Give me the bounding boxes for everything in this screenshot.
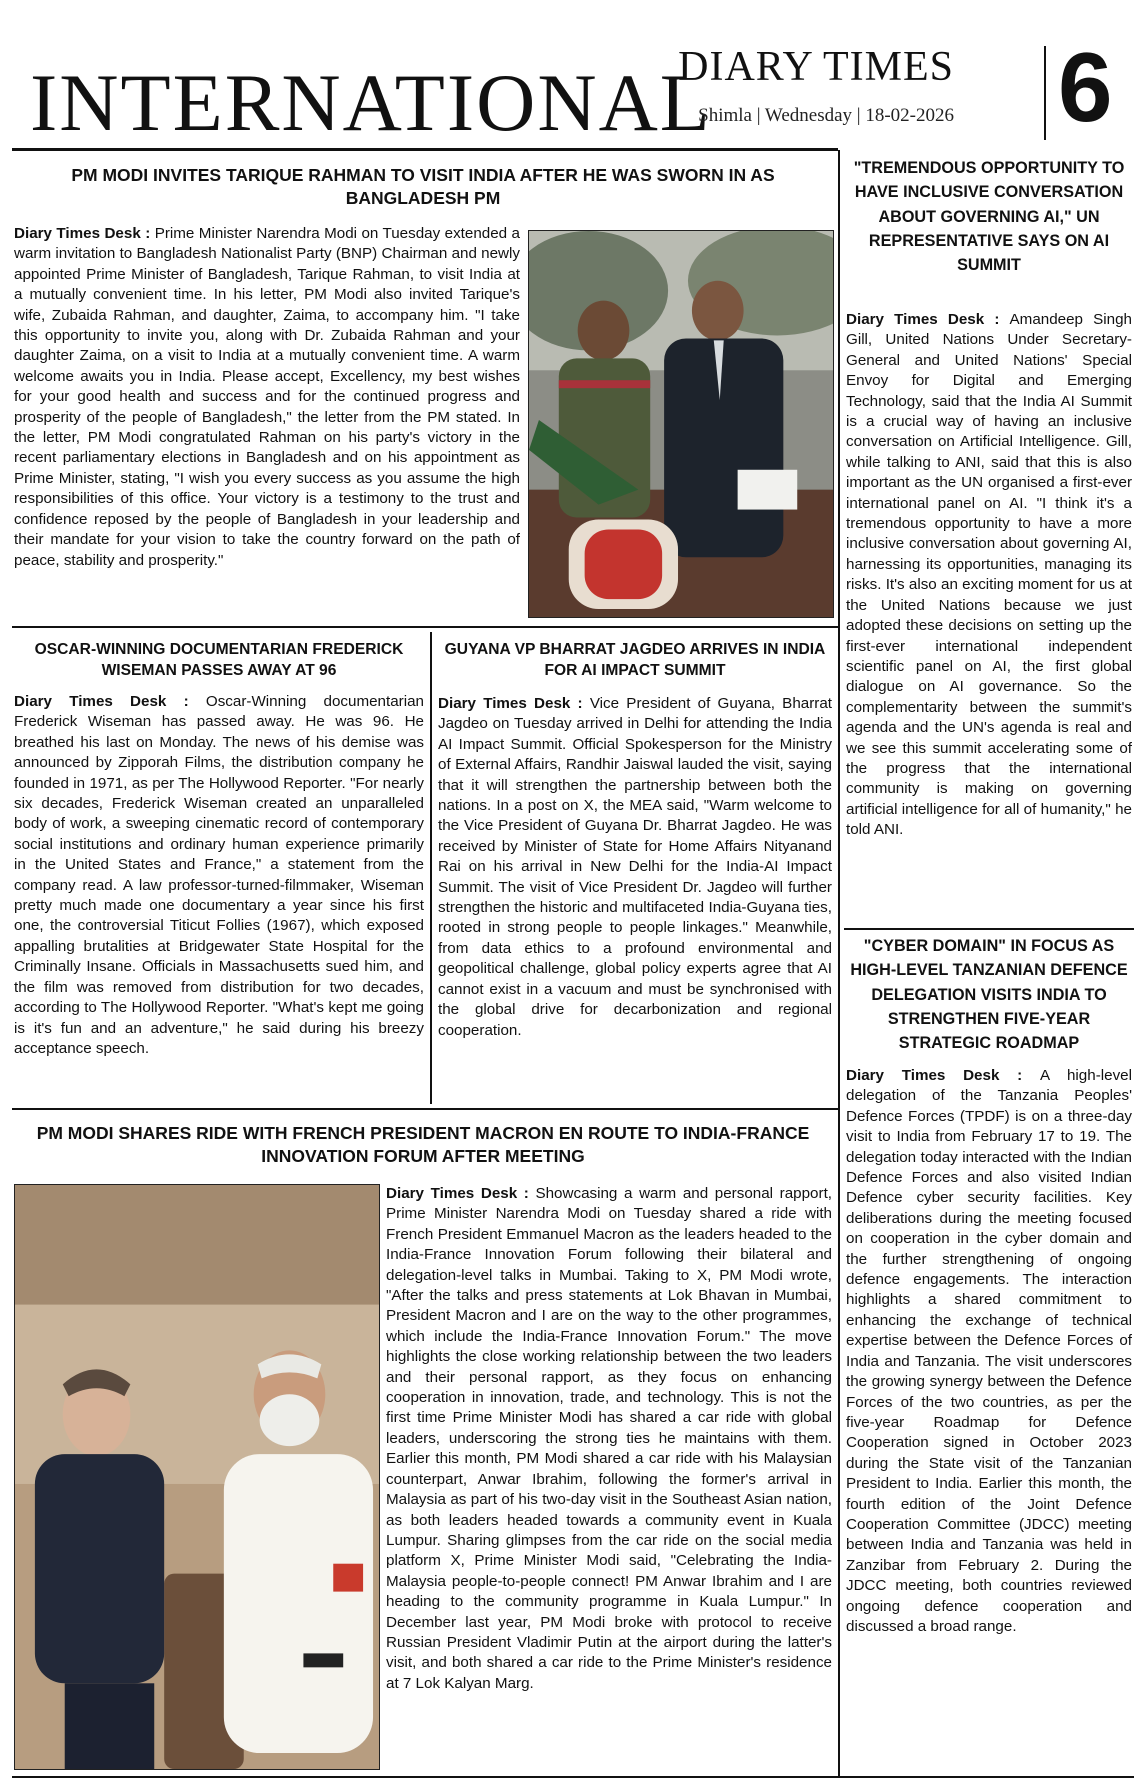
page-number: 6 bbox=[1058, 32, 1113, 142]
page-bottom-rule bbox=[12, 1776, 1134, 1778]
body-text: Amandeep Singh Gill, United Nations Under Secretary-General and United Nations' Special Envoy for Digital and Emerging Technology, said that the India AI Summit is a crucial way of having an inclusive conversation on Artificial Intelligence. Gill, while talking to ANI, said that this is also important as the UN organised a first-ever international panel on AI. "I think it's a tremendous opportunity to have a more inclusive conversation about governing AI, harnessing its opportunities, managing its risks. It's also an exciting moment for us at the United Nations because we just adopted these decisions on setting up the first-ever international independent scientific panel on AI, the first global dialogue on AI governance. So the complementarity between the summit's agenda and the UN's agenda is real and we see this summit accelerating some of the progress that the international community is making on governing artificial intelligence for all of humanity," he told ANI. bbox=[846, 311, 1132, 839]
desk-credit: Diary Times Desk : bbox=[386, 1185, 536, 1202]
masthead bbox=[0, 0, 1140, 152]
story-body bbox=[386, 1184, 832, 1772]
story-body bbox=[14, 692, 424, 1102]
desk-credit: Diary Times Desk : bbox=[438, 695, 590, 712]
body-text: Vice President of Guyana, Bharrat Jagdeo on Tuesday arrived in Delhi for attending the India AI Impact Summit. Official Spokesperson for the Ministry of External Affairs, Randhir Jaiswal lauded the visit, saying that it will strengthen the partnership between both the nations. In a post on X, the MEA said, "Warm welcome to the Vice President of Guyana Dr. Bharrat Jagdeo. He was received by Minister of State for Home Affairs Nityanand Rai on his arrival in New Delhi for the India-AI Impact Summit. The visit of Vice President Dr. Jagdeo will further strengthen the historic and multifaceted India-Guyana ties, rooted in strong people to people linkages." Meanwhile, from data ethics to a profound environmental and geopolitical challenge, global policy experts agree that AI cannot exist in a vacuum and must be synchronised with the global drive for decarbonization and regional cooperation. bbox=[438, 695, 832, 1039]
dateline: Shimla | Wednesday | 18-02-2026 bbox=[698, 105, 954, 126]
body-text: Prime Minister Narendra Modi on Tuesday extended a warm invitation to Bangladesh Nationalist Party (BNP) Chairman and newly appointed Prime Minister of Bangladesh, Tarique Rahman, to visit India at a mutually convenient time. In his letter, PM Modi also invited Tarique's wife, Zubaida Rahman, and daughter, Zaima, to accompany him. "I take this opportunity to invite you, along with Dr. Zubaida Rahman and your daughter Zaima, on a visit to India at a mutually convenient time. A warm welcome awaits you in India. Please accept, Excellency, my best wishes for your good health and success and for the continued progress and prosperity of the people of Bangladesh," the letter from the PM stated. In the letter, PM Modi congratulated Rahman on his party's victory in the recent parliamentary elections in Bangladesh and on his appointment as Prime Minister, stating, "I wish you every success as you assume the high responsibilities of this office. Your victory is a testimony to the trust and confidence reposed by the people of Bangladesh in your leadership and their mandate for your vision to take the country forward on the path of peace, stability and prosperity." bbox=[14, 225, 520, 569]
masthead-rule bbox=[12, 148, 838, 151]
story-headline: "TREMENDOUS OPPORTUNITY TO HAVE INCLUSIVE CONVERSATION ABOUT GOVERNING AI," UN REPRESENTATIVE SAYS ON AI SUMMIT bbox=[853, 159, 1125, 275]
story-body bbox=[846, 310, 1132, 922]
desk-credit: Diary Times Desk : bbox=[846, 1067, 1040, 1084]
section-title: INTERNATIONAL bbox=[30, 57, 712, 148]
desk-credit: Diary Times Desk : bbox=[846, 311, 1010, 328]
story-headline: "CYBER DOMAIN" IN FOCUS AS HIGH-LEVEL TANZANIAN DEFENCE DELEGATION VISITS INDIA TO STRENGTHEN FIVE-YEAR STRATEGIC ROADMAP bbox=[850, 937, 1128, 1053]
body-text: A high-level delegation of the Tanzania Peoples' Defence Forces (TPDF) is on a three-day visit to India from February 17 to 19. The delegation today interacted with the Indian Defence Forces and also visited Indian Defence cyber security facilities. Key deliberations during the meeting focused on cooperation in the cyber domain and the further strengthening of ongoing defence engagements. The interaction highlights a shared commitment to enhancing the exchange of technical expertise between the Defence Forces of India and Tanzania. The visit underscores the growing synergy between the Defence Forces of the two countries, as per the five-year Roadmap for Defence Cooperation signed in October 2023 during the State visit of the Tanzanian President to India. Earlier this month, the fourth edition of the Joint Defence Cooperation Committee (JDCC) meeting between India and Tanzania was held in Zanzibar from February 2. During the JDCC meeting, both countries reviewed ongoing defence cooperation and discussed a broad range. bbox=[846, 1067, 1132, 1635]
desk-credit: Diary Times Desk : bbox=[14, 225, 155, 242]
story-headline: OSCAR-WINNING DOCUMENTARIAN FREDERICK WISEMAN PASSES AWAY AT 96 bbox=[34, 641, 404, 679]
modi-macron-car-photo bbox=[14, 1184, 380, 1770]
top-story-rule bbox=[12, 626, 838, 628]
story-body bbox=[438, 694, 832, 1104]
story-body bbox=[14, 224, 520, 618]
story-body bbox=[846, 1066, 1132, 1772]
desk-credit: Diary Times Desk : bbox=[14, 693, 206, 710]
bottom-story-rule bbox=[12, 1108, 838, 1110]
tarique-swearing-in-photo bbox=[528, 230, 834, 618]
right-story-rule bbox=[844, 928, 1134, 930]
newspaper-name: DIARY TIMES bbox=[678, 44, 954, 90]
masthead-divider bbox=[1044, 46, 1046, 140]
right-column-divider bbox=[838, 150, 840, 1778]
story-headline: GUYANA VP BHARRAT JAGDEO ARRIVES IN INDIA FOR AI IMPACT SUMMIT bbox=[444, 641, 826, 679]
mid-column-divider bbox=[430, 632, 432, 1104]
story-headline: PM MODI SHARES RIDE WITH FRENCH PRESIDENT MACRON EN ROUTE TO INDIA-FRANCE INNOVATION FORUM AFTER MEETING bbox=[36, 1123, 810, 1167]
story-headline: PM MODI INVITES TARIQUE RAHMAN TO VISIT INDIA AFTER HE WAS SWORN IN AS BANGLADESH PM bbox=[71, 165, 775, 209]
body-text: Showcasing a warm and personal rapport, Prime Minister Narendra Modi on Tuesday shared a ride with French President Emmanuel Macron as the leaders headed to the India-France Innovation Forum following their bilateral and delegation-level talks in Mumbai. Taking to X, PM Modi wrote, "After the talks and press statements at Lok Bhavan in Mumbai, President Macron and I are on the way to the other programmes, which include the India-France Innovation Forum." The move highlights the close working relationship between the two leaders and their personal rapport, as they focus on enhancing cooperation in innovation, trade, and technology. This is not the first time Prime Minister Modi has shared a car ride with global leaders, underscoring the strong ties he maintains with them. Earlier this month, PM Modi shared a car ride with his Malaysian counterpart, Anwar Ibrahim, following the former's arrival in Malaysia as part of his two-day visit in the Southeast Asian nation, as both leaders headed towards a community event in Kuala Lumpur. Sharing glimpses from the car ride on the social media platform X, Prime Minister Modi said, "Celebrating the India-Malaysia people-to-people connect! PM Anwar Ibrahim and I are heading to the community programme in Kuala Lumpur." In December last year, PM Modi broke with protocol to receive Russian President Vladimir Putin at the airport during the latter's visit, and both shared a car ride to the Prime Minister's residence at 7 Lok Kalyan Marg. bbox=[386, 1185, 832, 1692]
body-text: Oscar-Winning documentarian Frederick Wiseman has passed away. He was 96. He breathed his last on Monday. The news of his demise was announced by Zipporah Films, the distribution company he founded in 1971, as per The Hollywood Reporter. "For nearly six decades, Frederick Wiseman created an unparalleled body of work, a sweeping cinematic record of contemporary social institutions and ordinary human experience primarily in the United States and France," a statement from the company read. A law professor-turned-filmmaker, Wiseman pretty much made one documentary a year since his first one, the controversial Titicut Follies (1967), which exposed appalling brutalities at Bridgewater State Hospital for the Criminally Insane. Officials in Massachusetts sued him, and the film was removed from distribution for two decades, according to The Hollywood Reporter. "What's kept me going is it's fun and an adventure," he said during his breezy acceptance speech. bbox=[14, 693, 424, 1057]
